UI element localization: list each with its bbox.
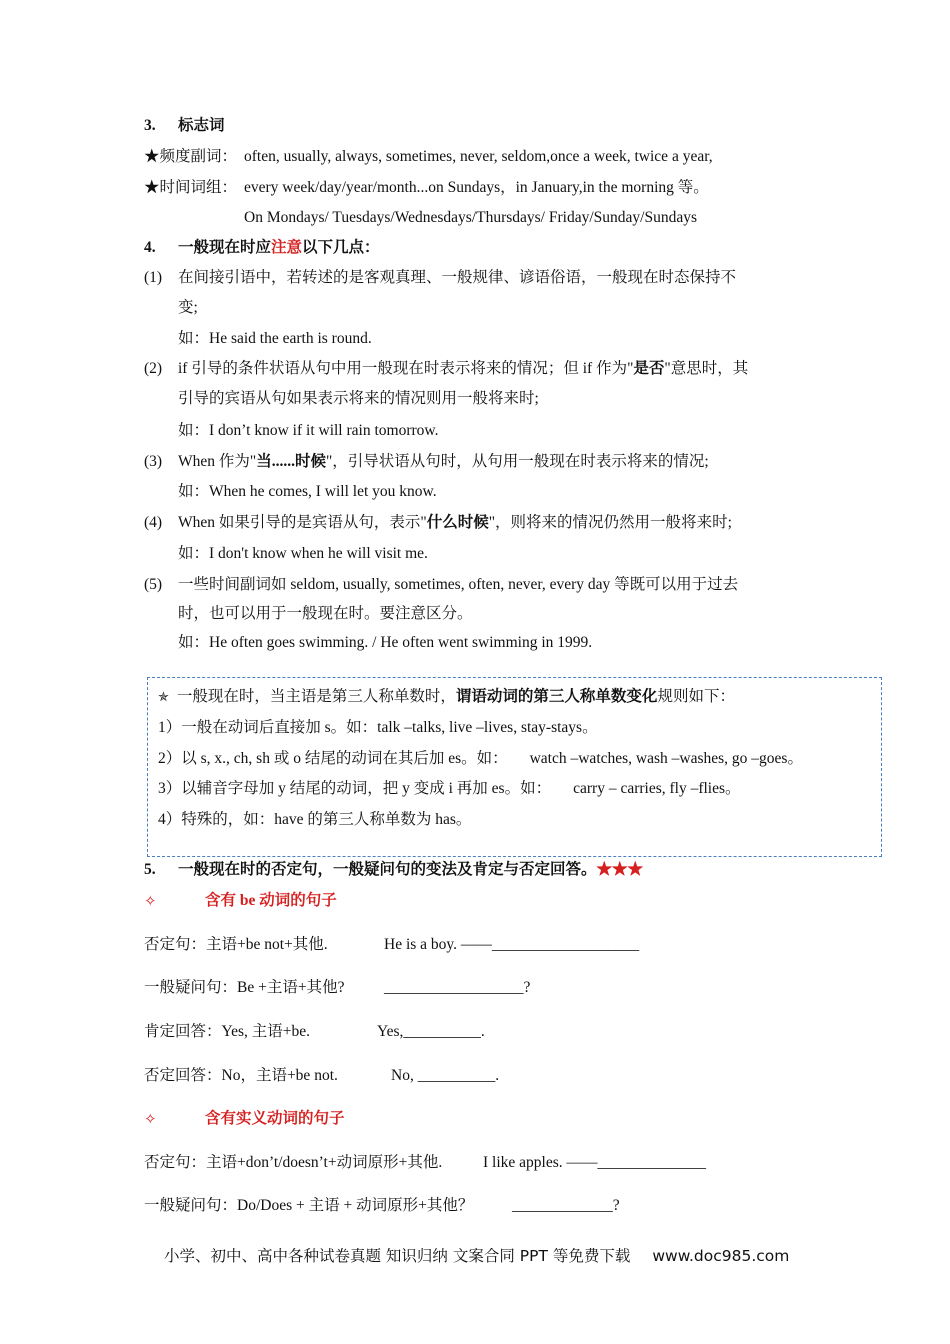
- time-phrases-label: ★时间词组：: [144, 179, 238, 196]
- s3-title: 标志词: [178, 117, 225, 134]
- point-3-line-c: "，引导状语从句时，从句用一般现在时表示将来的情况;: [325, 453, 709, 470]
- box-line-0: [158, 687, 735, 708]
- box-rule-2b: watch –watches, wash –washes, go –goes。: [529, 750, 803, 767]
- point-2-emphasis: 是否: [633, 360, 665, 377]
- box-rule-3b: carry – carries, fly –flies。: [573, 780, 741, 797]
- verb-negative-rule: 否定句：主语+don’t/doesn’t+动词原形+其他.: [144, 1154, 443, 1171]
- point-2-line-1c: "意思时，其: [664, 360, 749, 377]
- freq-adverbs-text: often, usually, always, sometimes, never, seldom,once a week, twice a year,: [244, 148, 713, 165]
- verb-negative-exercise: I like apples. ——______________: [483, 1154, 707, 1171]
- be-yes-exercise: Yes,__________.: [377, 1023, 485, 1040]
- point-5-line-2: 时，也可以用于一般现在时。要注意区分。: [178, 605, 473, 622]
- point-2-line-1a: if 引导的条件状语从句中用一般现在时表示将来的情况；但 if 作为": [178, 360, 634, 377]
- s5-title-text: 一般现在时的否定句，一般疑问句的变法及肯定与否定回答。: [178, 861, 597, 878]
- be-question-rule: 一般疑问句：Be +主语+其他?: [144, 979, 345, 996]
- point-1-example: 如：He said the earth is round.: [178, 330, 372, 347]
- s5-stars: ★★★: [596, 861, 644, 878]
- freq-adverbs-label: ★频度副词：: [144, 148, 238, 165]
- s4-title: [178, 238, 380, 258]
- point-1-line-2: 变;: [178, 299, 198, 316]
- footer-url[interactable]: www.doc985.com: [652, 1247, 790, 1265]
- point-3-number: (3): [144, 453, 163, 470]
- s5-title: [178, 860, 643, 880]
- box-rule-2: [158, 749, 803, 769]
- point-5-example: 如：He often goes swimming. / He often went swimming in 1999.: [178, 634, 593, 651]
- point-4-emphasis: 什么时候: [426, 514, 489, 531]
- point-4-line-a: When 如果引导的是宾语从句，表示": [178, 514, 427, 531]
- point-5-number: (5): [144, 576, 163, 593]
- point-4-example: 如：I don't know when he will visit me.: [178, 545, 428, 562]
- point-2-number: (2): [144, 360, 163, 377]
- be-no-exercise: No, __________.: [391, 1067, 500, 1084]
- box-emphasis: 谓语动词的第三人称单数变化: [455, 688, 658, 705]
- point-4-line-c: "，则将来的情况仍然用一般将来时;: [488, 514, 732, 531]
- footer-text: 小学、初中、高中各种试卷真题 知识归纳 文案合同 PPT 等免费下载: [164, 1247, 631, 1265]
- box-rule-3a: 3）以辅音字母加 y 结尾的动词，把 y 变成 i 再加 es。如：: [158, 780, 552, 797]
- point-3-example: 如：When he comes, I will let you know.: [178, 483, 437, 500]
- point-2-line-1: [178, 359, 748, 379]
- box-line-0c: 规则如下：: [657, 688, 735, 705]
- point-4-number: (4): [144, 514, 163, 531]
- point-3-line: [178, 452, 709, 472]
- point-3-line-a: When 作为": [178, 453, 257, 470]
- point-3-emphasis: 当......时候: [256, 453, 326, 470]
- box-rule-2a: 2）以 s, x., ch, sh 或 o 结尾的动词在其后加 es。如：: [158, 750, 508, 767]
- s4-title-b: 以下几点：: [302, 239, 380, 256]
- verb-question-exercise: _____________?: [512, 1197, 620, 1214]
- s5-number: 5.: [144, 861, 156, 878]
- star-icon: ✯: [158, 690, 169, 705]
- verb-question-rule: 一般疑问句：Do/Does + 主语 + 动词原形+其他？: [144, 1197, 474, 1214]
- box-line-0a: 一般现在时，当主语是第三人称单数时，: [176, 688, 456, 705]
- be-negative-rule: 否定句：主语+be not+其他.: [144, 936, 328, 953]
- time-phrases-text-2: On Mondays/ Tuesdays/Wednesdays/Thursdays/ Friday/Sunday/Sundays: [244, 209, 697, 226]
- time-phrases-text: every week/day/year/month...on Sundays，in January,in the morning 等。: [244, 179, 709, 196]
- s4-title-a: 一般现在时应: [178, 239, 272, 256]
- box-rule-4: 4）特殊的，如：have 的第三人称单数为 has。: [158, 811, 472, 828]
- footer: [164, 1244, 789, 1266]
- be-negative-exercise: He is a boy. ——___________________: [384, 936, 640, 953]
- point-1-line-1: 在间接引语中，若转述的是客观真理、一般规律、谚语俗语，一般现在时态保持不: [178, 269, 737, 286]
- s3-number: 3.: [144, 117, 156, 134]
- sub1-title: 含有 be 动词的句子: [205, 892, 337, 909]
- point-2-example: 如：I don’t know if it will rain tomorrow.: [178, 422, 439, 439]
- box-rule-1: 1）一般在动词后直接加 s。如：talk –talks, live –lives, stay-stays。: [158, 719, 598, 736]
- sub2-marker-icon: ✧: [144, 1110, 157, 1128]
- be-yes-rule: 肯定回答：Yes, 主语+be.: [144, 1023, 311, 1040]
- s4-number: 4.: [144, 239, 156, 256]
- point-5-line-1: 一些时间副词如 seldom, usually, sometimes, often, never, every day 等既可以用于过去: [178, 576, 739, 593]
- point-4-line: [178, 513, 732, 533]
- s4-title-emphasis: 注意: [271, 239, 303, 256]
- point-2-line-2: 引导的宾语从句如果表示将来的情况则用一般将来时;: [178, 390, 539, 407]
- sub1-marker-icon: ✧: [144, 892, 157, 910]
- be-question-exercise: __________________?: [384, 979, 531, 996]
- box-rule-3: [158, 779, 741, 799]
- be-no-rule: 否定回答：No，主语+be not.: [144, 1067, 338, 1084]
- point-1-number: (1): [144, 269, 163, 286]
- sub2-title: 含有实义动词的句子: [205, 1110, 345, 1127]
